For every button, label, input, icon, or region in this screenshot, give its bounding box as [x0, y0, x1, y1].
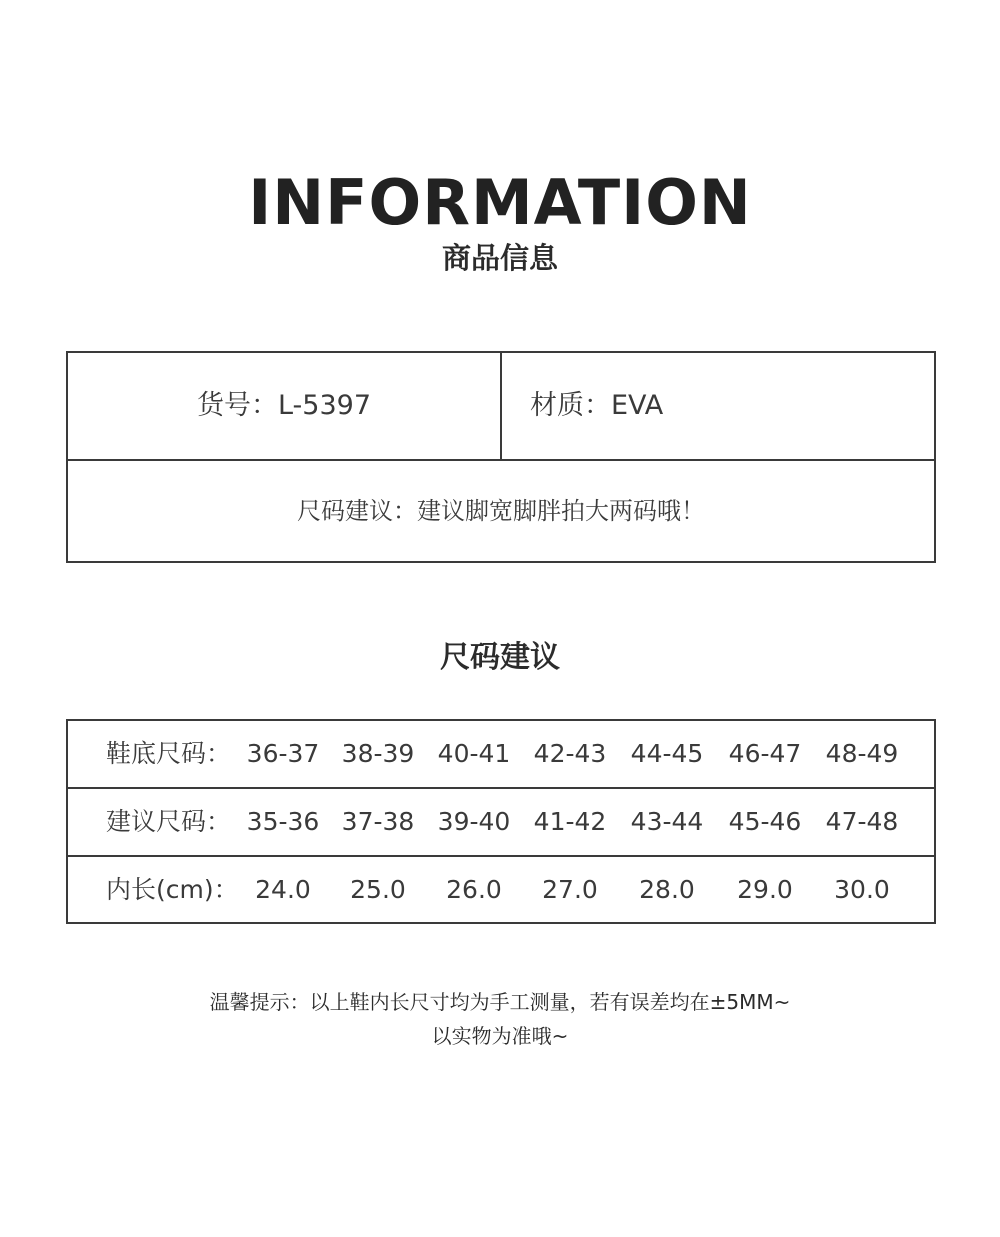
- measurement-note-line1: 温馨提示：以上鞋内长尺寸均为手工测量，若有误差均在±5MM~: [209, 990, 791, 1014]
- table-cell: 30.0: [834, 875, 890, 904]
- page-subtitle: 商品信息: [441, 241, 558, 275]
- table-cell: 43-44: [630, 807, 704, 836]
- table-cell: 37-38: [341, 807, 415, 836]
- table-cell: 41-42: [533, 807, 607, 836]
- table-cell: 29.0: [737, 875, 793, 904]
- item-number: 货号：L-5397: [68, 353, 502, 459]
- info-row-top: [68, 353, 934, 461]
- table-cell: 46-47: [728, 739, 802, 768]
- row-label: 鞋底尺码：: [106, 739, 232, 768]
- table-cell: 25.0: [350, 875, 406, 904]
- size-advice-text: 尺码建议：建议脚宽脚胖拍大两码哦！: [297, 497, 705, 525]
- table-cell: 28.0: [639, 875, 695, 904]
- product-info-box: [66, 351, 936, 563]
- table-cell: 45-46: [728, 807, 802, 836]
- table-cell: 40-41: [437, 739, 511, 768]
- table-row-sole-size: [68, 721, 934, 789]
- table-cell: 42-43: [533, 739, 607, 768]
- table-cell: 24.0: [255, 875, 311, 904]
- row-label: 内长(cm)：: [106, 875, 239, 904]
- table-cell: 39-40: [437, 807, 511, 836]
- table-cell: 26.0: [446, 875, 502, 904]
- size-table: [66, 719, 936, 924]
- table-cell: 44-45: [630, 739, 704, 768]
- table-cell: 38-39: [341, 739, 415, 768]
- page-title: INFORMATION: [248, 166, 752, 239]
- table-cell: 27.0: [542, 875, 598, 904]
- table-cell: 48-49: [825, 739, 899, 768]
- table-cell: 47-48: [825, 807, 899, 836]
- table-cell: 36-37: [246, 739, 320, 768]
- row-label: 建议尺码：: [106, 807, 232, 836]
- measurement-note-line2: 以实物为准哦~: [431, 1024, 569, 1048]
- table-cell: 35-36: [246, 807, 320, 836]
- size-section-heading: 尺码建议: [440, 640, 560, 675]
- table-row-recommended-size: [68, 789, 934, 857]
- material: 材质：EVA: [530, 390, 664, 421]
- table-row-inner-length: [68, 857, 934, 923]
